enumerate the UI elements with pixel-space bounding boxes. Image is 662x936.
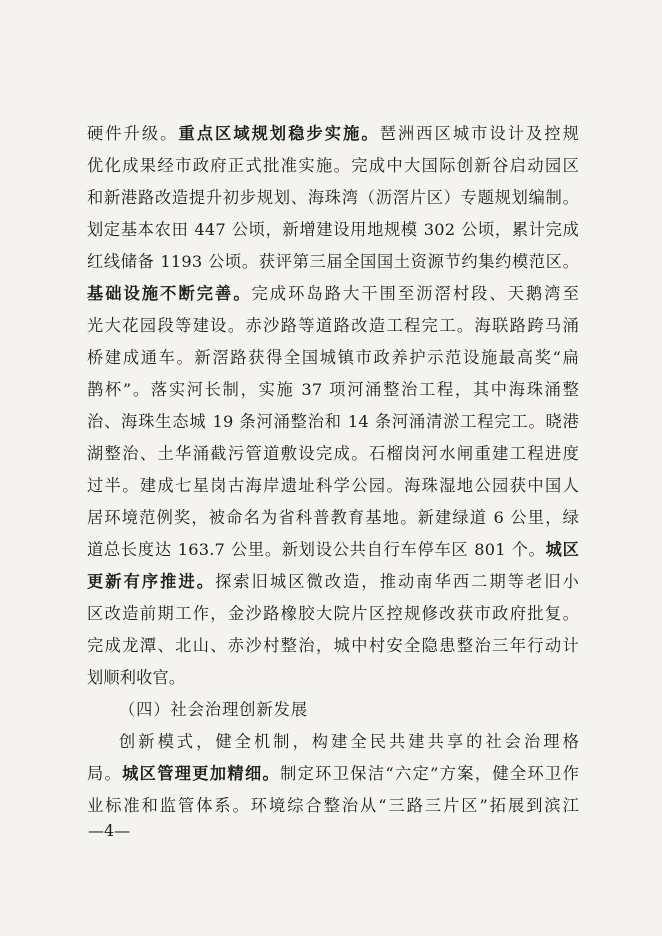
text-segment: 完成龙潭、北山、赤沙村整治，城中村安全隐患整治三年行动计 (87, 636, 579, 655)
text-segment: 探索旧城区微改造，推动南华西二期等老旧小 (215, 572, 580, 591)
text-line (87, 214, 579, 246)
bold-phrase: 基础设施不断完善。 (87, 284, 252, 303)
text-segment: 鹊杯”。落实河长制，实施 37 项河涌整治工程，其中海珠涌整 (87, 380, 579, 399)
text-line (87, 278, 579, 310)
text-line (87, 246, 579, 278)
text-segment: 过半。建成七星岗古海岸遗址科学公园。海珠湿地公园获中国人 (87, 476, 579, 495)
text-line (87, 534, 579, 566)
text-segment: 琶洲西区城市设计及控规 (379, 124, 579, 143)
bold-phrase: 城区管理更加精细。 (122, 764, 281, 783)
text-segment: 优化成果经市政府正式批准实施。完成中大国际创新谷启动园区 (87, 156, 579, 175)
text-segment: 居环境范例奖，被命名为省科普教育基地。新建绿道 6 公里，绿 (87, 508, 579, 527)
text-segment: 制定环卫保洁“六定”方案，健全环卫作 (280, 764, 579, 783)
text-segment: 桥建成通车。新滘路获得全国城镇市政养护示范设施最高奖“扁 (87, 348, 579, 367)
text-segment: 湖整治、土华涌截污管道敷设完成。石榴岗河水闸重建工程进度 (87, 444, 579, 463)
text-line (87, 150, 579, 182)
text-segment: 治、海珠生态城 19 条河涌整治和 14 条河涌清淤工程完工。晓港 (87, 412, 579, 431)
text-segment: 区改造前期工作，金沙路橡胶大院片区控规修改获市政府批复。 (87, 604, 579, 623)
text-line (87, 630, 579, 662)
bold-phrase: 城区 (545, 540, 580, 559)
text-line (87, 182, 579, 214)
text-line (87, 374, 579, 406)
text-segment: 完成环岛路大干围至沥滘村段、天鹅湾至 (251, 284, 579, 303)
text-line (87, 470, 579, 502)
text-segment: 道总长度达 163.7 公里。新划设公共自行车停车区 801 个。 (87, 540, 546, 559)
text-line (87, 406, 579, 438)
text-segment: 划定基本农田 447 公顷，新增建设用地规模 302 公顷，累计完成 (87, 220, 579, 239)
text-line (87, 598, 579, 630)
text-segment: 硬件升级。 (87, 124, 179, 143)
text-line (87, 790, 579, 822)
bold-phrase: 更新有序推进。 (87, 572, 216, 591)
text-line (87, 118, 579, 150)
text-segment: （四）社会治理创新发展 (119, 700, 309, 719)
text-line (87, 502, 579, 534)
text-segment: 划顺利收官。 (87, 668, 186, 687)
text-line (87, 310, 579, 342)
body-text (87, 118, 579, 822)
bold-phrase: 重点区域规划稳步实施。 (178, 124, 380, 143)
section-heading (87, 694, 579, 726)
text-segment: 红线储备 1193 公顷。获评第三届全国国土资源节约集约模范区。 (87, 252, 579, 271)
text-segment: 光大花园段等建设。赤沙路等道路改造工程完工。海联路跨马涌 (87, 316, 579, 335)
text-line (87, 566, 579, 598)
text-line (87, 726, 579, 758)
text-line (87, 758, 579, 790)
text-line (87, 438, 579, 470)
text-segment: 局。 (87, 764, 123, 783)
text-segment: 和新港路改造提升初步规划、海珠湾（沥滘片区）专题规划编制。 (87, 188, 579, 207)
page-number: —4— (88, 821, 131, 840)
text-line (87, 342, 579, 374)
text-line (87, 662, 579, 694)
text-segment: 业标准和监管体系。环境综合整治从“三路三片区”拓展到滨江 (87, 796, 579, 815)
text-segment: 创新模式，健全机制，构建全民共建共享的社会治理格 (119, 732, 579, 751)
